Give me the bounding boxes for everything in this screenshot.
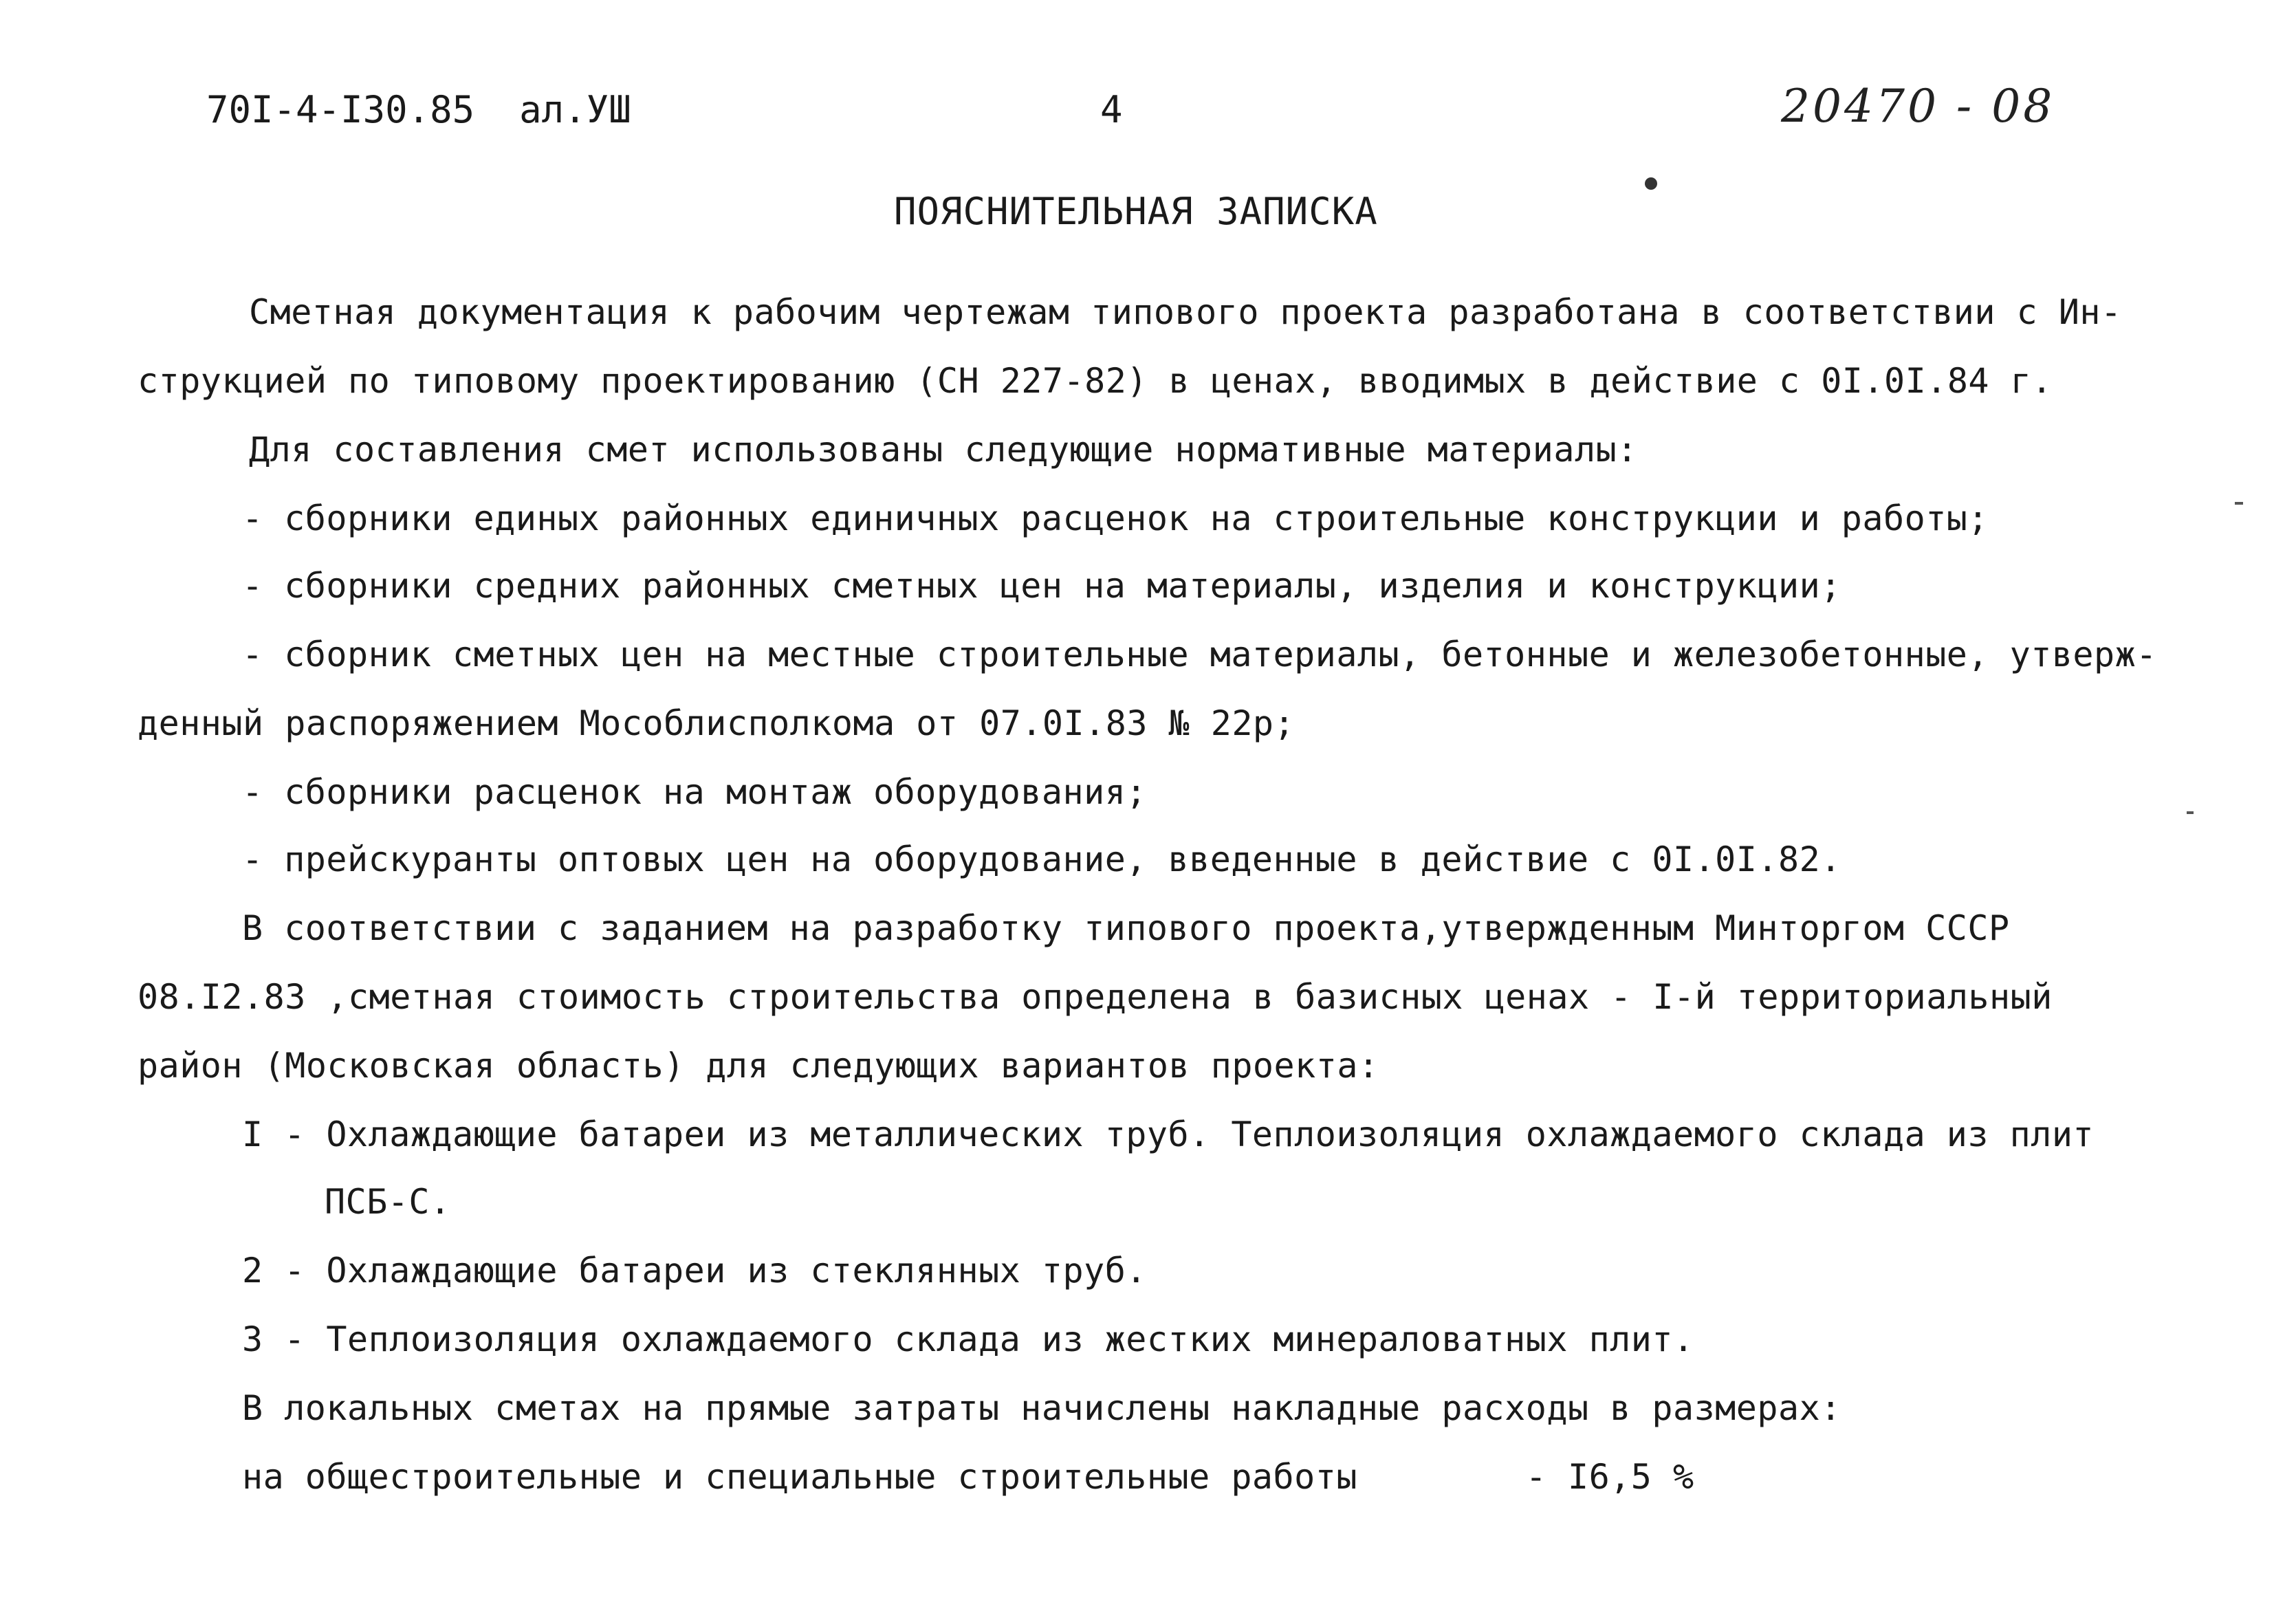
document-title: ПОЯСНИТЕЛЬНАЯ ЗАПИСКА — [894, 190, 1378, 233]
body-line-17: В локальных сметах на прямые затраты начислены накладные расходы в размерах: — [242, 1388, 1841, 1428]
scan-speck — [2187, 811, 2194, 814]
body-line-2: струкцией по типовому проектированию (СН 227-82) в ценах, вводимых в действие с 0I.0I.84 г. — [138, 361, 2053, 401]
body-line-3: Для составления смет использованы следующие нормативные материалы: — [249, 430, 1638, 470]
body-line-15: 2 - Охлаждающие батареи из стеклянных труб. — [242, 1251, 1147, 1291]
body-line-7: денный распоряжением Мособлисполкома от 07.0I.83 № 22р; — [138, 703, 1295, 743]
scan-speck — [2235, 502, 2243, 505]
body-line-5: - сборники средних районных сметных цен на материалы, изделия и конструкции; — [242, 566, 1841, 606]
body-line-12: район (Московская область) для следующих вариантов проекта: — [138, 1046, 1379, 1086]
document-code: 70I-4-I30.85 ал.УШ — [206, 88, 631, 131]
body-line-16: 3 - Теплоизоляция охлаждаемого склада из жестких минераловатных плит. — [242, 1319, 1694, 1359]
body-line-18: на общестроительные и специальные строительные работы - I6,5 % — [242, 1457, 1694, 1497]
body-line-10: В соответствии с заданием на разработку типового проекта,утвержденным Минторгом СССР — [242, 908, 2010, 948]
body-line-1: Сметная документация к рабочим чертежам типового проекта разработана в соответствии с Ин- — [249, 292, 2122, 332]
body-line-9: - прейскуранты оптовых цен на оборудование, введенные в действие с 0I.0I.82. — [242, 840, 1841, 879]
ink-mark — [1645, 177, 1657, 190]
body-line-8: - сборники расценок на монтаж оборудования; — [242, 772, 1147, 812]
page-number: 4 — [1100, 88, 1123, 131]
body-line-14: ПСБ-С. — [325, 1182, 451, 1222]
body-line-11: 08.I2.83 ,сметная стоимость строительства определена в базисных ценах - I-й территориальный — [138, 977, 2053, 1017]
handwritten-archive-number: 20470 - 08 — [1781, 80, 2055, 133]
body-line-6: - сборник сметных цен на местные строительные материалы, бетонные и железобетонные, утверж- — [242, 635, 2157, 674]
body-line-13: I - Охлаждающие батареи из металлических труб. Теплоизоляция охлаждаемого склада из плит — [242, 1115, 2095, 1154]
body-line-4: - сборники единых районных единичных расценок на строительные конструкции и работы; — [242, 498, 1989, 538]
